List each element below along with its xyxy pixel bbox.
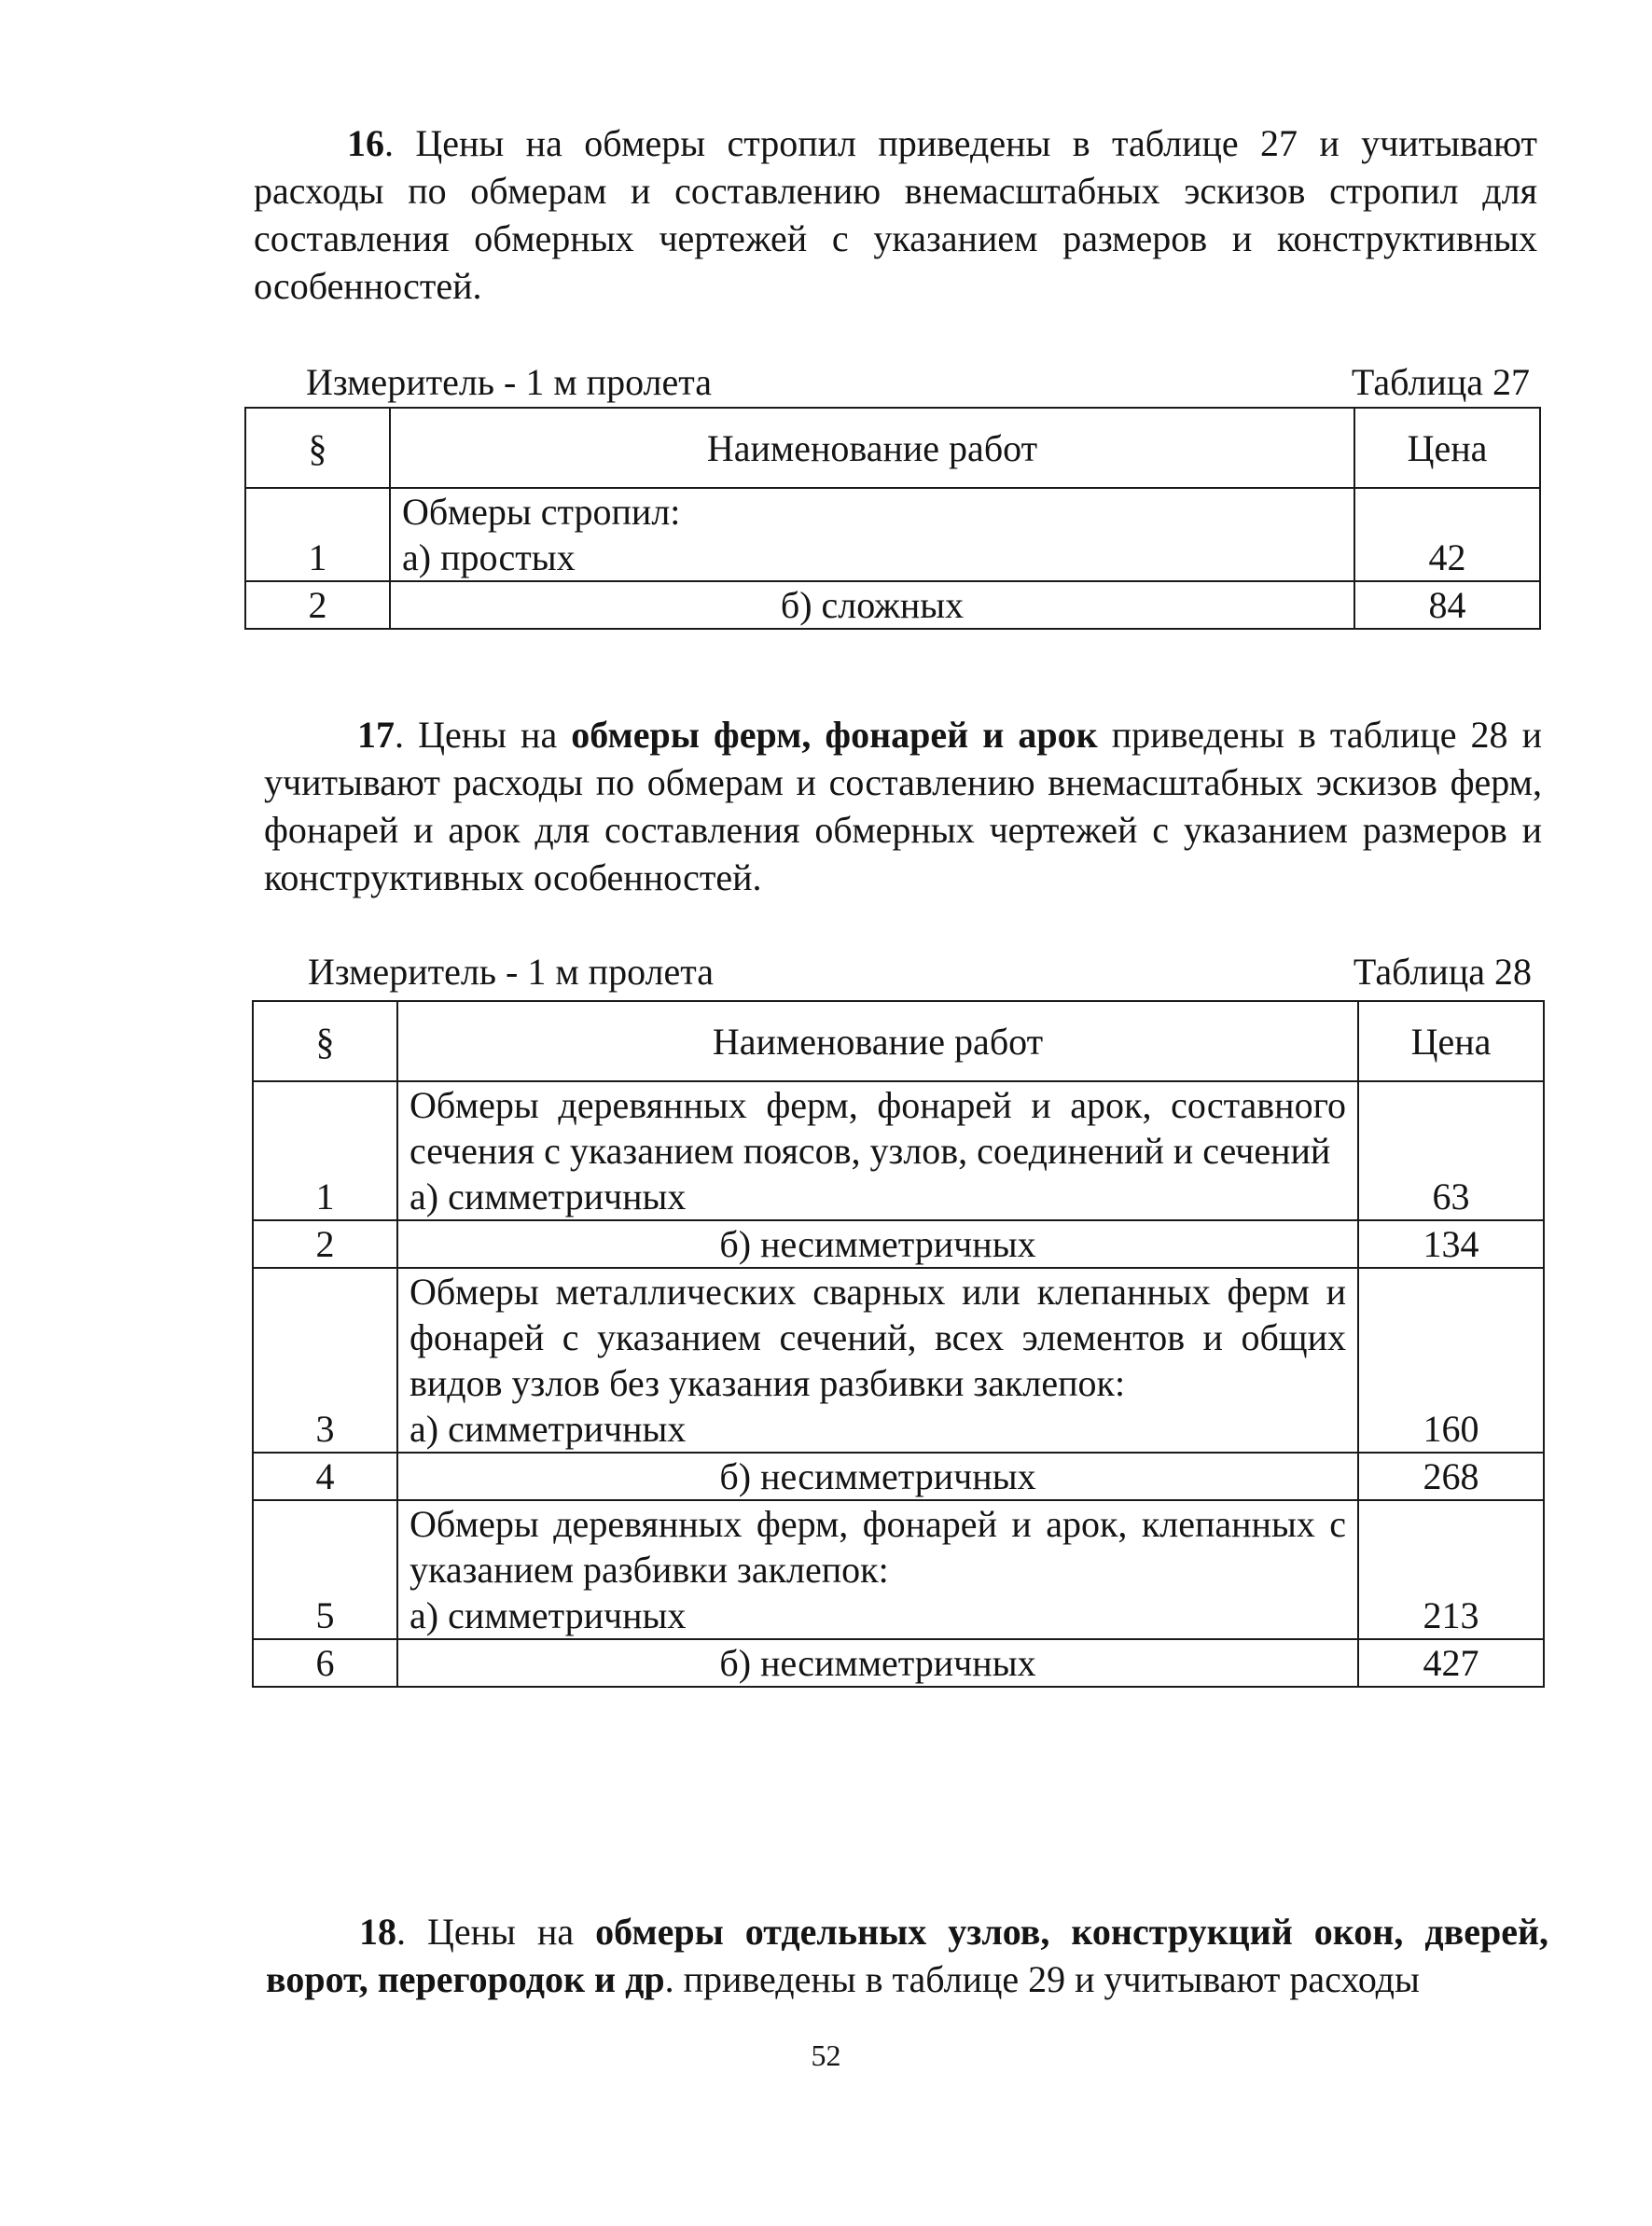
table-27-caption (306, 360, 1530, 405)
paragraph-text: . Цены на (396, 1911, 596, 1953)
table-row (253, 1453, 1544, 1500)
row-work-name (397, 1268, 1358, 1453)
table-27 (244, 407, 1541, 630)
table-28-caption (308, 950, 1532, 995)
row-num: 3 (253, 1268, 397, 1453)
row-num: 6 (253, 1639, 397, 1687)
row-sub-item: б) несимметричных (397, 1220, 1358, 1268)
paragraph-number: 17 (357, 714, 395, 756)
row-price: 84 (1354, 581, 1540, 629)
header-work-name: Наименование работ (397, 1001, 1358, 1081)
row-price: 268 (1358, 1453, 1544, 1500)
row-sub-item: б) несимметричных (397, 1639, 1358, 1687)
row-sub-item: а) симметричных (410, 1176, 687, 1217)
header-section: § (245, 408, 390, 488)
row-num: 2 (245, 581, 390, 629)
group-heading: Обмеры деревянных ферм, фонарей и арок, составного сечения с указанием поясов, узлов, соединений и сечений (410, 1084, 1346, 1172)
table-row (245, 581, 1540, 629)
row-num: 2 (253, 1220, 397, 1268)
paragraph-17 (264, 711, 1542, 901)
row-num: 5 (253, 1500, 397, 1639)
page-number: 52 (811, 2038, 841, 2072)
paragraph-text: приведены в таблице 28 и учитывают расходы по обмерам и составлению внемасштабных эскизов ферм, фонарей и арок для составления обмерных чертежей с указанием размеров и конструктивных особенностей. (264, 714, 1542, 898)
row-sub-item: а) простых (402, 536, 576, 578)
paragraph-number: 16 (347, 122, 384, 164)
row-price: 42 (1354, 488, 1540, 581)
paragraph-bold-text: обмеры отдельных узлов, конструкций окон, дверей, ворот, перегородок и др (266, 1911, 1548, 2000)
table-row (253, 1268, 1544, 1453)
header-price: Цена (1358, 1001, 1544, 1081)
row-work-name (397, 1500, 1358, 1639)
paragraph-text: . Цены на обмеры стропил приведены в таблице 27 и учитывают расходы по обмерам и составлению внемасштабных эскизов стропил для составления обмерных чертежей с указанием размеров и конструктивных особенностей. (254, 122, 1537, 307)
group-heading: Обмеры стропил: (402, 491, 681, 533)
table-row (245, 488, 1540, 581)
row-price: 160 (1358, 1268, 1544, 1453)
row-price: 427 (1358, 1639, 1544, 1687)
table-row (253, 1639, 1544, 1687)
row-price: 63 (1358, 1081, 1544, 1220)
group-heading: Обмеры деревянных ферм, фонарей и арок, клепанных с указанием разбивки заклепок: (410, 1503, 1346, 1591)
header-price: Цена (1354, 408, 1540, 488)
row-num: 4 (253, 1453, 397, 1500)
paragraph-bold-text: обмеры ферм, фонарей и арок (571, 714, 1098, 756)
paragraph-number: 18 (359, 1911, 396, 1953)
table-28 (252, 1000, 1545, 1688)
paragraph-text: . приведены в таблице 29 и учитывают расходы (664, 1958, 1420, 2000)
table-row (253, 1500, 1544, 1639)
header-work-name: Наименование работ (390, 408, 1354, 488)
row-price: 213 (1358, 1500, 1544, 1639)
row-work-name (390, 488, 1354, 581)
table-header-row (253, 1001, 1544, 1081)
row-sub-item: а) симметричных (410, 1408, 687, 1450)
table-row (253, 1081, 1544, 1220)
paragraph-16 (254, 119, 1537, 310)
row-sub-item: а) симметричных (410, 1594, 687, 1636)
table-title: Таблица 27 (1351, 361, 1530, 403)
header-section: § (253, 1001, 397, 1081)
table-meter: Измеритель - 1 м пролета (306, 361, 712, 403)
group-heading: Обмеры металлических сварных или клепанных ферм и фонарей с указанием сечений, всех элементов и общих видов узлов без указания разбивки заклепок: (410, 1271, 1346, 1404)
table-title: Таблица 28 (1353, 951, 1532, 993)
row-work-name (397, 1081, 1358, 1220)
row-sub-item: б) сложных (390, 581, 1354, 629)
table-meter: Измеритель - 1 м пролета (308, 951, 714, 993)
paragraph-18 (266, 1908, 1548, 2003)
row-num: 1 (253, 1081, 397, 1220)
row-sub-item: б) несимметричных (397, 1453, 1358, 1500)
row-num: 1 (245, 488, 390, 581)
paragraph-text: . Цены на (395, 714, 572, 756)
table-header-row (245, 408, 1540, 488)
table-row (253, 1220, 1544, 1268)
row-price: 134 (1358, 1220, 1544, 1268)
